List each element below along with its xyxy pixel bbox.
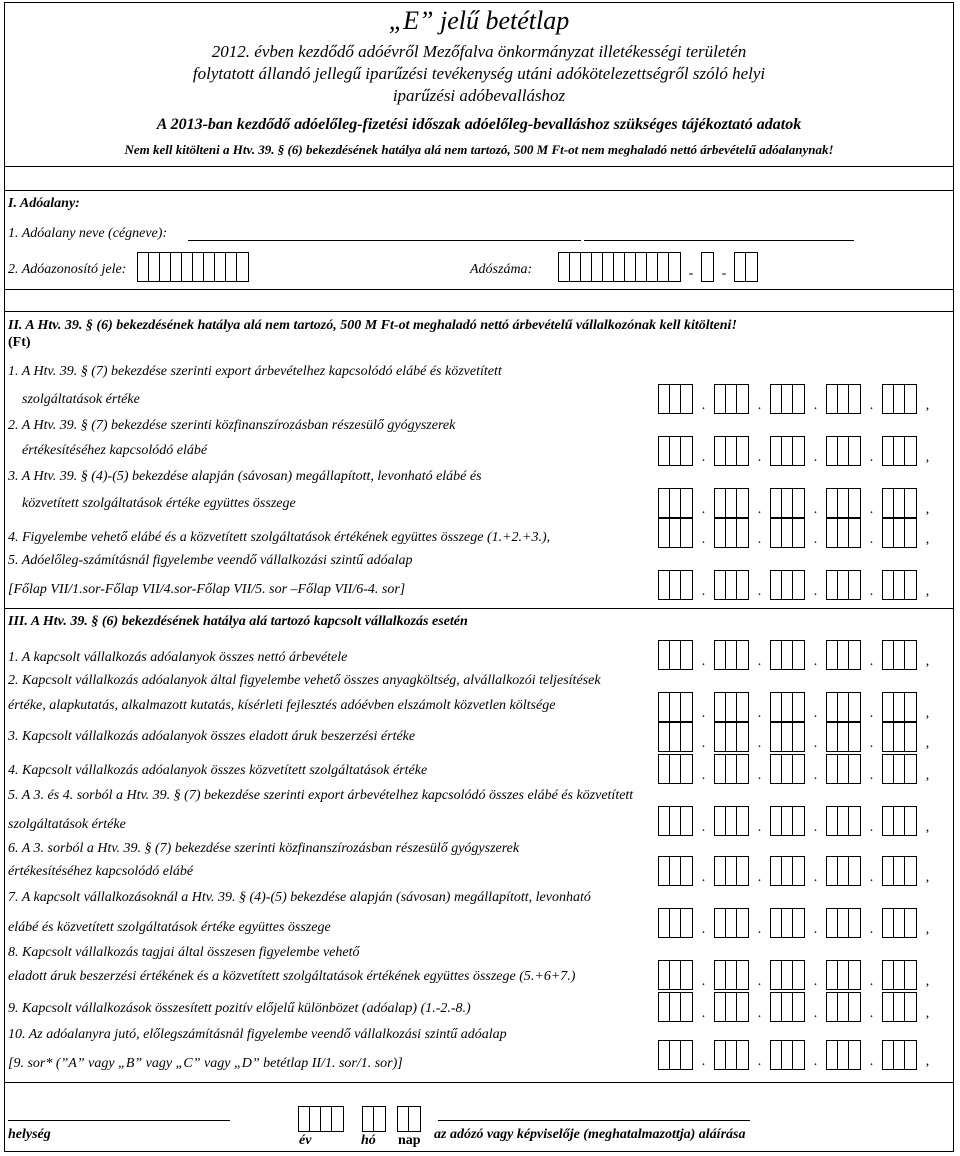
- amount-field[interactable]: [658, 692, 938, 722]
- digit-separator: .: [813, 450, 818, 465]
- amount-field[interactable]: [658, 908, 938, 938]
- digit-separator: .: [869, 736, 874, 751]
- s2-row2-label-cont: értékesítéséhez kapcsolódó elábé: [22, 443, 208, 458]
- digit-separator: .: [701, 922, 706, 937]
- divider: [4, 166, 954, 167]
- digit-separator: .: [869, 820, 874, 835]
- digit-separator: .: [757, 450, 762, 465]
- s3-row2-label: 2. Kapcsolt vállalkozás adóalanyok által figyelembe vehető összes anyagköltség, alvállalkozói teljesítések: [8, 673, 601, 688]
- header-line-1: 2012. évben kezdődő adóévről Mezőfalva önkormányzat illetékességi területén: [211, 42, 747, 61]
- amount-field[interactable]: [658, 488, 938, 518]
- digit-separator: .: [869, 768, 874, 783]
- digit-separator: .: [757, 974, 762, 989]
- amount-field[interactable]: [658, 992, 938, 1022]
- digit-separator: .: [813, 706, 818, 721]
- digit-separator: ,: [925, 736, 930, 751]
- s3-row8-label: 8. Kapcsolt vállalkozás tagjai által összesen figyelembe vehető: [8, 945, 360, 960]
- place-label: helység: [8, 1127, 51, 1142]
- digit-separator: .: [757, 736, 762, 751]
- digit-separator: ,: [925, 654, 930, 669]
- signature-label: az adózó vagy képviselője (meghatalmazottja) aláírása: [434, 1127, 746, 1142]
- s3-row4-label: 4. Kapcsolt vállalkozás adóalanyok összes közvetített szolgáltatások értéke: [8, 763, 428, 778]
- amount-field[interactable]: [658, 722, 938, 752]
- section2-unit: (Ft): [8, 335, 31, 350]
- taxid-field[interactable]: [137, 252, 249, 282]
- digit-separator: .: [869, 450, 874, 465]
- digit-separator: .: [757, 820, 762, 835]
- digit-separator: .: [813, 502, 818, 517]
- digit-separator: .: [869, 654, 874, 669]
- month-field[interactable]: [362, 1106, 386, 1136]
- digit-separator: .: [869, 398, 874, 413]
- divider: [4, 190, 954, 191]
- amount-field[interactable]: [658, 570, 938, 600]
- digit-separator: .: [869, 706, 874, 721]
- digit-separator: .: [869, 922, 874, 937]
- amount-field[interactable]: [658, 754, 938, 784]
- section2-heading: II. A Htv. 39. § (6) bekezdésének hatálya alá nem tartozó, 500 M Ft-ot meghaladó nettó árbevételű vállalkozónak kell kitölteni!: [8, 318, 737, 333]
- digit-separator: .: [813, 1006, 818, 1021]
- taxnum-dash: -: [688, 266, 694, 281]
- s3-row10-label: 10. Az adóalanyra jutó, előlegszámításnál figyelembe veendő vállalkozási szintű adóalap: [8, 1027, 507, 1042]
- s3-row7-label: 7. A kapcsolt vállalkozásoknál a Htv. 39. § (4)-(5) bekezdése alapján (sávosan) megállapított, levonható: [8, 890, 591, 905]
- s3-row10-label-cont: [9. sor* (”A” vagy „B” vagy „C” vagy „D” betétlap II/1. sor/1. sor)]: [8, 1056, 403, 1071]
- digit-separator: .: [757, 1054, 762, 1069]
- digit-separator: .: [757, 706, 762, 721]
- amount-field[interactable]: [658, 1040, 938, 1070]
- taxnum-field[interactable]: [558, 252, 758, 282]
- amount-field[interactable]: [658, 806, 938, 836]
- divider: [4, 608, 954, 609]
- divider: [4, 1082, 954, 1083]
- digit-separator: .: [757, 502, 762, 517]
- s3-row2-label-cont: értéke, alapkutatás, alkalmazott kutatás, kísérleti fejlesztés adóévben elszámolt közvetlen költsége: [8, 698, 556, 713]
- digit-separator: ,: [925, 768, 930, 783]
- taxnum-label: Adószáma:: [470, 262, 533, 277]
- digit-separator: .: [869, 584, 874, 599]
- taxid-label: 2. Adóazonosító jele:: [8, 262, 127, 277]
- digit-separator: .: [813, 532, 818, 547]
- s2-row3-label-cont: közvetített szolgáltatások értéke együttes összege: [22, 496, 296, 511]
- year-field[interactable]: [298, 1106, 344, 1136]
- digit-separator: .: [813, 736, 818, 751]
- digit-separator: ,: [925, 922, 930, 937]
- digit-separator: .: [701, 1054, 706, 1069]
- day-label: nap: [398, 1133, 421, 1148]
- amount-field[interactable]: [658, 518, 938, 548]
- month-label: hó: [361, 1133, 376, 1148]
- signature-field[interactable]: [438, 1120, 750, 1121]
- digit-separator: ,: [925, 398, 930, 413]
- s3-row5-label-cont: szolgáltatások értéke: [8, 817, 126, 832]
- digit-separator: .: [757, 584, 762, 599]
- name-underline: [188, 240, 581, 241]
- amount-field[interactable]: [658, 640, 938, 670]
- taxnum-dash: -: [721, 266, 727, 281]
- s2-row2-label: 2. A Htv. 39. § (7) bekezdése szerinti közfinanszírozásban részesülő gyógyszerek: [8, 418, 456, 433]
- digit-separator: .: [813, 1054, 818, 1069]
- digit-separator: .: [701, 736, 706, 751]
- s2-row1-label: 1. A Htv. 39. § (7) bekezdése szerinti export árbevételhez kapcsolódó elábé és közvetített: [8, 364, 502, 379]
- digit-separator: ,: [925, 870, 930, 885]
- s3-row6-label: 6. A 3. sorból a Htv. 39. § (7) bekezdése szerinti közfinanszírozásban részesülő gyógyszerek: [8, 841, 520, 856]
- digit-separator: .: [757, 922, 762, 937]
- s2-row5-label-cont: [Főlap VII/1.sor-Főlap VII/4.sor-Főlap VII/5. sor –Főlap VII/6-4. sor]: [8, 582, 406, 597]
- digit-separator: .: [813, 974, 818, 989]
- digit-separator: ,: [925, 502, 930, 517]
- digit-separator: .: [869, 502, 874, 517]
- digit-separator: .: [757, 870, 762, 885]
- section1-heading: I. Adóalany:: [8, 196, 80, 211]
- s3-row7-label-cont: elábé és közvetített szolgáltatások értéke együttes összege: [8, 920, 331, 935]
- digit-separator: .: [757, 654, 762, 669]
- name-field[interactable]: [584, 240, 854, 241]
- header-line-3: iparűzési adóbevalláshoz: [392, 86, 566, 105]
- digit-separator: ,: [925, 532, 930, 547]
- digit-separator: ,: [925, 974, 930, 989]
- digit-separator: ,: [925, 584, 930, 599]
- digit-separator: .: [813, 584, 818, 599]
- digit-separator: .: [757, 532, 762, 547]
- digit-separator: .: [701, 870, 706, 885]
- place-field[interactable]: [8, 1120, 230, 1121]
- s3-row1-label: 1. A kapcsolt vállalkozás adóalanyok összes nettó árbevétele: [8, 650, 348, 665]
- digit-separator: .: [757, 768, 762, 783]
- digit-separator: .: [701, 654, 706, 669]
- digit-separator: .: [813, 768, 818, 783]
- section3-heading: III. A Htv. 39. § (6) bekezdésének hatálya alá tartozó kapcsolt vállalkozás esetén: [8, 614, 468, 629]
- name-label: 1. Adóalany neve (cégneve):: [8, 226, 168, 241]
- digit-separator: ,: [925, 1054, 930, 1069]
- digit-separator: ,: [925, 820, 930, 835]
- digit-separator: .: [813, 820, 818, 835]
- digit-separator: .: [701, 1006, 706, 1021]
- s2-row4-label: 4. Figyelembe vehető elábé és a közvetített szolgáltatások értékének együttes összege (1.+2.+3.),: [8, 530, 551, 545]
- header-line-5: Nem kell kitölteni a Htv. 39. § (6) bekezdésének hatálya alá nem tartozó, 500 M Ft-ot nem meghaladó nettó árbevételű adóalanynak!: [124, 142, 834, 157]
- s3-row9-label: 9. Kapcsolt vállalkozások összesített pozitív előjelű különbözet (adóalap) (1.-2.-8.): [8, 1001, 471, 1016]
- amount-field[interactable]: [658, 384, 938, 414]
- digit-separator: ,: [925, 706, 930, 721]
- digit-separator: .: [701, 450, 706, 465]
- digit-separator: .: [701, 768, 706, 783]
- year-label: év: [299, 1133, 312, 1148]
- header-line-2: folytatott állandó jellegű iparűzési tevékenység utáni adókötelezettségről szóló helyi: [192, 64, 766, 83]
- digit-separator: .: [869, 1006, 874, 1021]
- s3-row5-label: 5. A 3. és 4. sorból a Htv. 39. § (7) bekezdése szerinti export árbevételhez kapcsolódó összes elábé és közvetített: [8, 788, 634, 803]
- digit-separator: .: [869, 532, 874, 547]
- digit-separator: ,: [925, 1006, 930, 1021]
- digit-separator: .: [813, 398, 818, 413]
- digit-separator: .: [701, 974, 706, 989]
- amount-field[interactable]: [658, 856, 938, 886]
- digit-separator: .: [701, 532, 706, 547]
- header-line-4: A 2013-ban kezdődő adóelőleg-fizetési időszak adóelőleg-bevalláshoz szükséges tájékoztató adatok: [156, 116, 802, 133]
- digit-separator: .: [701, 398, 706, 413]
- s2-row3-label: 3. A Htv. 39. § (4)-(5) bekezdése alapján (sávosan) megállapított, levonható elábé és: [8, 469, 482, 484]
- digit-separator: .: [701, 502, 706, 517]
- digit-separator: .: [701, 820, 706, 835]
- digit-separator: .: [701, 584, 706, 599]
- amount-field[interactable]: [658, 436, 938, 466]
- s2-row1-label-cont: szolgáltatások értéke: [22, 392, 140, 407]
- digit-separator: .: [701, 706, 706, 721]
- s3-row3-label: 3. Kapcsolt vállalkozás adóalanyok összes eladott áruk beszerzési értéke: [8, 729, 416, 744]
- digit-separator: .: [869, 870, 874, 885]
- digit-separator: .: [869, 974, 874, 989]
- digit-separator: ,: [925, 450, 930, 465]
- form-title: „E” jelű betétlap: [388, 6, 570, 35]
- digit-separator: .: [813, 870, 818, 885]
- divider: [4, 289, 954, 290]
- s2-row5-label: 5. Adóelőleg-számításnál figyelembe veendő vállalkozási szintű adóalap: [8, 553, 413, 568]
- digit-separator: .: [869, 1054, 874, 1069]
- digit-separator: .: [813, 922, 818, 937]
- s3-row8-label-cont: eladott áruk beszerzési értékének és a közvetített szolgáltatások értékének együttes összege (5.+6+7.): [8, 969, 576, 984]
- day-field[interactable]: [397, 1106, 421, 1136]
- amount-field[interactable]: [658, 960, 938, 990]
- divider: [4, 311, 954, 312]
- digit-separator: .: [813, 654, 818, 669]
- digit-separator: .: [757, 398, 762, 413]
- digit-separator: .: [757, 1006, 762, 1021]
- s3-row6-label-cont: értékesítéséhez kapcsolódó elábé: [8, 864, 194, 879]
